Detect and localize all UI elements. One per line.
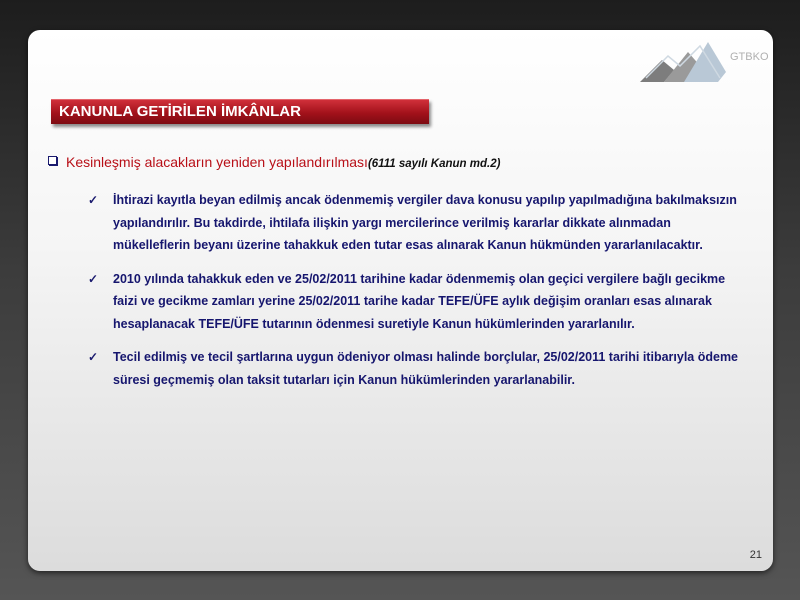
title-bar bbox=[51, 99, 429, 124]
main-point bbox=[48, 154, 768, 172]
logo-text: GTBKO bbox=[730, 51, 769, 63]
list-item bbox=[88, 346, 748, 391]
square-bullet-icon bbox=[48, 156, 57, 165]
slide-title: KANUNLA GETİRİLEN İMKÂNLAR bbox=[59, 103, 301, 120]
slide-panel bbox=[28, 30, 773, 571]
list-item-text: İhtirazi kayıtla beyan edilmiş ancak ödenmemiş vergiler dava konusu yapılıp yapılmadığına bakılmaksızın yapılandırılır. Bu takdirde, ihtilafa ilişkin yargı mercilerince verilmiş kararlar dikkate alınmadan mükelleflerin beyanı üzerine tahakkuk eden tutar esas alınarak Kanun hükmünden yararlanılacaktır. bbox=[113, 193, 737, 252]
page-number: 21 bbox=[749, 549, 762, 561]
checkmark-icon: ✓ bbox=[88, 271, 99, 286]
list-item bbox=[88, 189, 748, 257]
list-item-text: 2010 yılında tahakkuk eden ve 25/02/2011 tarihine kadar ödenmemiş olan geçici vergilere bağlı gecikme faizi ve gecikme zamları yerine 25/02/2011 tarihe kadar TEFE/ÜFE aylık değişim oranları esas alınarak hesaplanacak TEFE/ÜFE tutarının ödenmesi suretiyle Kanun hükümlerinden yararlanılır. bbox=[113, 271, 726, 331]
main-point-label: Kesinleşmiş alacakların yeniden yapılandırılması bbox=[66, 154, 368, 170]
list-item-text: Tecil edilmiş ve tecil şartlarına uygun ödeniyor olması halinde borçlular, 25/02/2011 tarihi itibarıyla ödeme süresi geçmemiş olan taksit tutarları için Kanun hükümlerinden yararlanabilir. bbox=[113, 350, 739, 387]
list-item bbox=[88, 268, 748, 336]
main-point-reference: (6111 sayılı Kanun md.2) bbox=[367, 158, 501, 170]
mountain-peaks-logo bbox=[640, 38, 770, 86]
checkmark-icon: ✓ bbox=[88, 193, 99, 207]
sub-point-list bbox=[88, 189, 748, 402]
checkmark-icon: ✓ bbox=[88, 350, 99, 364]
